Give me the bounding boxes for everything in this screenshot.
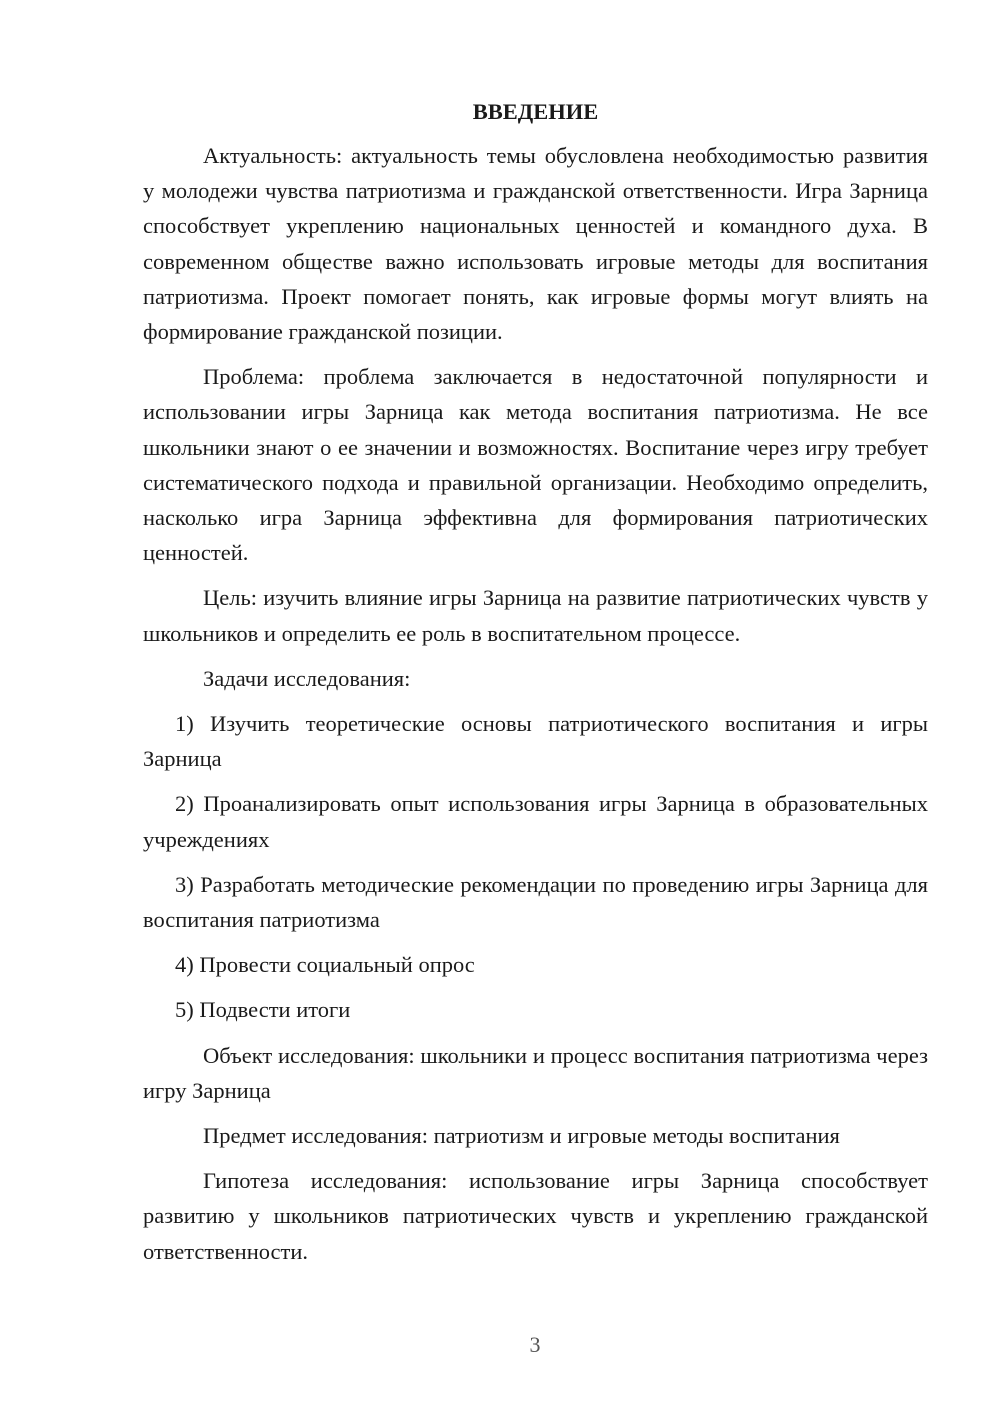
task-item-4: 4) Провести социальный опрос — [175, 952, 475, 978]
relevance-paragraph: Актуальность: актуальность темы обусловлена необходимостью развития у молодежи чувства патриотизма и гражданской ответственности. Игра Зарница способствует укреплению национальных ценностей и командного духа. В современном обществе важно использовать игровые методы для воспитания патриотизма. Проект помогает понять, как игровые формы могут влиять на формирование гражданской позиции. — [143, 143, 928, 345]
object-paragraph: Объект исследования: школьники и процесс воспитания патриотизма через игру Зарница — [143, 1042, 928, 1103]
goal-paragraph: Цель: изучить влияние игры Зарница на развитие патриотических чувств у школьников и определить ее роль в воспитательном процессе. — [143, 585, 928, 646]
problem-paragraph: Проблема: проблема заключается в недостаточной популярности и использовании игры Зарница как метода воспитания патриотизма. Не все школьники знают о ее значении и возможностях. Воспитание через игру требует систематического подхода и правильной организации. Необходимо определить, насколько игра Зарница эффективна для формирования патриотических ценностей. — [143, 364, 928, 566]
task-item-5: 5) Подвести итоги — [175, 997, 351, 1023]
subject-paragraph: Предмет исследования: патриотизм и игровые методы воспитания — [203, 1123, 840, 1149]
page-number: 3 — [529, 1332, 541, 1357]
document-page — [143, 94, 928, 1279]
tasks-heading: Задачи исследования: — [203, 665, 411, 691]
task-item-3: 3) Разработать методические рекомендации по проведению игры Зарница для воспитания патриотизма — [143, 871, 928, 933]
task-item-2: 2) Проанализировать опыт использования игры Зарница в образовательных учреждениях — [143, 791, 928, 852]
hypothesis-paragraph: Гипотеза исследования: использование игры Зарница способствует развитию у школьников патриотических чувств и укреплению гражданской ответственности. — [143, 1168, 928, 1264]
task-item-1: 1) Изучить теоретические основы патриотического воспитания и игры Зарница — [143, 711, 928, 772]
page-title: ВВЕДЕНИЕ — [472, 99, 599, 124]
